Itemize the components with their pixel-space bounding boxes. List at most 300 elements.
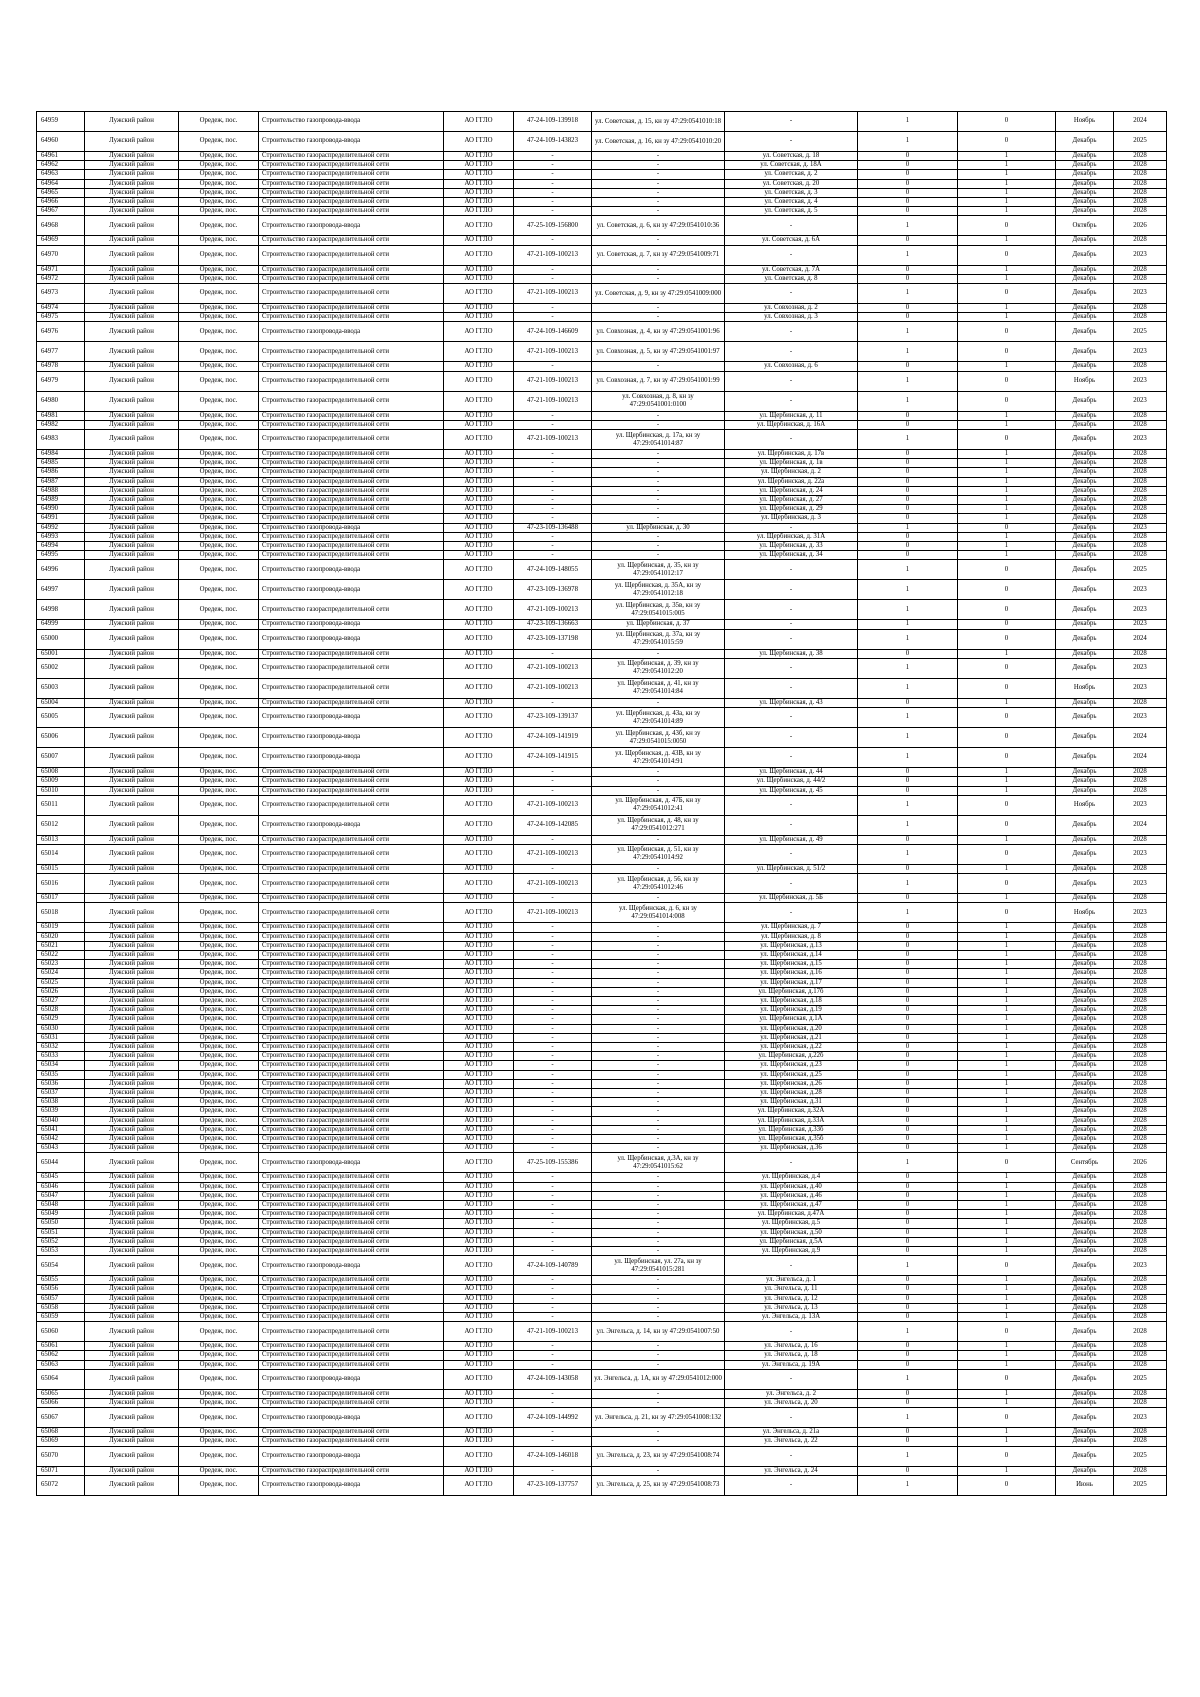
connection-count-cell: 0 — [858, 179, 958, 188]
month-cell: Декабрь — [1056, 1313, 1114, 1322]
settlement-cell: Оредеж, пос. — [179, 198, 259, 207]
year-cell: 2028 — [1114, 1042, 1167, 1051]
operator-cell: АО ГГЛО — [444, 777, 514, 786]
address-cadastral-cell: - — [592, 1182, 725, 1191]
row-number: 65068 — [37, 1428, 85, 1437]
year-cell: 2028 — [1114, 1191, 1167, 1200]
work-type-cell: Строительство газораспределительной сети — [259, 864, 444, 873]
network-count-cell: 0 — [958, 1256, 1056, 1276]
work-type-cell: Строительство газопровода-ввода — [259, 1369, 444, 1389]
row-number: 65069 — [37, 1437, 85, 1446]
permit-number-cell: - — [514, 1125, 592, 1134]
connection-count-cell: 1 — [858, 342, 958, 362]
table-row — [37, 198, 1167, 207]
network-count-cell: 1 — [958, 987, 1056, 996]
address-cadastral-cell: - — [592, 1389, 725, 1398]
network-address-cell: ул. Энгельса, д. 11 — [725, 1285, 858, 1294]
network-count-cell: 0 — [958, 815, 1056, 835]
operator-cell: АО ГГЛО — [444, 1399, 514, 1408]
connection-count-cell: 1 — [858, 795, 958, 815]
network-address-cell: ул. Энгельса, д. 18 — [725, 1351, 858, 1360]
settlement-cell: Оредеж, пос. — [179, 835, 259, 844]
row-number: 65052 — [37, 1237, 85, 1246]
year-cell: 2028 — [1114, 1144, 1167, 1153]
month-cell: Декабрь — [1056, 1369, 1114, 1389]
row-number: 65035 — [37, 1070, 85, 1079]
table-row — [37, 371, 1167, 391]
month-cell: Декабрь — [1056, 874, 1114, 894]
address-cadastral-cell: - — [592, 514, 725, 523]
permit-number-cell: 47-24-109-148055 — [514, 560, 592, 580]
operator-cell: АО ГГЛО — [444, 1033, 514, 1042]
row-number: 65059 — [37, 1313, 85, 1322]
network-address-cell: ул. Щербинская, д.31 — [725, 1098, 858, 1107]
network-count-cell: 0 — [958, 844, 1056, 864]
table-row — [37, 450, 1167, 459]
network-address-cell: ул. Щербинская, д.47А — [725, 1210, 858, 1219]
address-cadastral-cell: - — [592, 532, 725, 541]
network-address-cell: - — [725, 322, 858, 342]
table-row — [37, 1052, 1167, 1061]
row-number: 64997 — [37, 580, 85, 600]
network-count-cell: 1 — [958, 1276, 1056, 1285]
permit-number-cell: 47-23-109-136488 — [514, 523, 592, 532]
month-cell: Сентябрь — [1056, 1153, 1114, 1173]
network-address-cell: ул. Щербинская, д.23 — [725, 1061, 858, 1070]
month-cell: Декабрь — [1056, 1173, 1114, 1182]
operator-cell: АО ГГЛО — [444, 620, 514, 629]
row-number: 65005 — [37, 708, 85, 728]
address-cadastral-cell: - — [592, 698, 725, 707]
permit-number-cell: 47-23-109-136663 — [514, 620, 592, 629]
year-cell: 2028 — [1114, 950, 1167, 959]
work-type-cell: Строительство газораспределительной сети — [259, 1116, 444, 1125]
district-cell: Лужский район — [85, 698, 179, 707]
work-type-cell: Строительство газопровода-ввода — [259, 216, 444, 236]
work-type-cell: Строительство газораспределительной сети — [259, 1428, 444, 1437]
year-cell: 2028 — [1114, 1173, 1167, 1182]
row-number: 64969 — [37, 236, 85, 245]
district-cell: Лужский район — [85, 1369, 179, 1389]
network-count-cell: 1 — [958, 1389, 1056, 1398]
settlement-cell: Оредеж, пос. — [179, 1079, 259, 1088]
connection-count-cell: 0 — [858, 551, 958, 560]
operator-cell: АО ГГЛО — [444, 894, 514, 903]
district-cell: Лужский район — [85, 496, 179, 505]
table-row — [37, 996, 1167, 1005]
month-cell: Декабрь — [1056, 532, 1114, 541]
work-type-cell: Строительство газораспределительной сети — [259, 844, 444, 864]
month-cell: Декабрь — [1056, 1437, 1114, 1446]
network-count-cell: 1 — [958, 532, 1056, 541]
row-number: 65022 — [37, 950, 85, 959]
district-cell: Лужский район — [85, 1191, 179, 1200]
permit-number-cell: - — [514, 236, 592, 245]
network-count-cell: 0 — [958, 216, 1056, 236]
settlement-cell: Оредеж, пос. — [179, 1052, 259, 1061]
network-address-cell: - — [725, 1408, 858, 1428]
table-row — [37, 1285, 1167, 1294]
table-row — [37, 649, 1167, 658]
settlement-cell: Оредеж, пос. — [179, 1024, 259, 1033]
table-row — [37, 1042, 1167, 1051]
settlement-cell: Оредеж, пос. — [179, 698, 259, 707]
row-number: 65070 — [37, 1446, 85, 1466]
settlement-cell: Оредеж, пос. — [179, 132, 259, 152]
network-count-cell: 1 — [958, 1237, 1056, 1246]
row-number: 65072 — [37, 1475, 85, 1495]
network-address-cell: - — [725, 523, 858, 532]
address-cadastral-cell: - — [592, 274, 725, 283]
month-cell: Декабрь — [1056, 560, 1114, 580]
row-number: 65056 — [37, 1285, 85, 1294]
network-address-cell: ул. Щербинская, д.40 — [725, 1182, 858, 1191]
address-cadastral-cell: - — [592, 477, 725, 486]
month-cell: Декабрь — [1056, 580, 1114, 600]
work-type-cell: Строительство газораспределительной сети — [259, 969, 444, 978]
table-row — [37, 1276, 1167, 1285]
operator-cell: АО ГГЛО — [444, 450, 514, 459]
district-cell: Лужский район — [85, 864, 179, 873]
settlement-cell: Оредеж, пос. — [179, 1182, 259, 1191]
network-address-cell: - — [725, 658, 858, 678]
permit-number-cell: - — [514, 265, 592, 274]
settlement-cell: Оредеж, пос. — [179, 1006, 259, 1015]
row-number: 65010 — [37, 786, 85, 795]
address-cadastral-cell: - — [592, 777, 725, 786]
month-cell: Декабрь — [1056, 844, 1114, 864]
year-cell: 2028 — [1114, 188, 1167, 197]
permit-number-cell: - — [514, 950, 592, 959]
district-cell: Лужский район — [85, 342, 179, 362]
month-cell: Ноябрь — [1056, 371, 1114, 391]
row-number: 65013 — [37, 835, 85, 844]
settlement-cell: Оредеж, пос. — [179, 1191, 259, 1200]
month-cell: Декабрь — [1056, 1061, 1114, 1070]
district-cell: Лужский район — [85, 304, 179, 313]
month-cell: Декабрь — [1056, 551, 1114, 560]
address-cadastral-cell: ул. Щербинская, д. 17а, кн зу 47:29:0541014:87 — [592, 430, 725, 450]
operator-cell: АО ГГЛО — [444, 1210, 514, 1219]
district-cell: Лужский район — [85, 1389, 179, 1398]
connection-count-cell: 0 — [858, 450, 958, 459]
year-cell: 2028 — [1114, 1134, 1167, 1143]
operator-cell: АО ГГЛО — [444, 903, 514, 923]
address-cadastral-cell: ул. Щербинская, д. 39, кн зу 47:29:0541012:20 — [592, 658, 725, 678]
year-cell: 2028 — [1114, 960, 1167, 969]
permit-number-cell: - — [514, 1107, 592, 1116]
month-cell: Декабрь — [1056, 815, 1114, 835]
address-cadastral-cell: ул. Щербинская, д. 48, кн зу 47:29:0541012:271 — [592, 815, 725, 835]
operator-cell: АО ГГЛО — [444, 486, 514, 495]
year-cell: 2028 — [1114, 1399, 1167, 1408]
permit-number-cell: - — [514, 362, 592, 371]
month-cell: Декабрь — [1056, 198, 1114, 207]
row-number: 65064 — [37, 1369, 85, 1389]
address-cadastral-cell: - — [592, 1098, 725, 1107]
permit-number-cell: - — [514, 477, 592, 486]
operator-cell: АО ГГЛО — [444, 1144, 514, 1153]
year-cell: 2023 — [1114, 580, 1167, 600]
year-cell: 2028 — [1114, 932, 1167, 941]
work-type-cell: Строительство газораспределительной сети — [259, 450, 444, 459]
operator-cell: АО ГГЛО — [444, 1182, 514, 1191]
work-type-cell: Строительство газораспределительной сети — [259, 1182, 444, 1191]
settlement-cell: Оредеж, пос. — [179, 1389, 259, 1398]
address-cadastral-cell: - — [592, 1006, 725, 1015]
work-type-cell: Строительство газораспределительной сети — [259, 505, 444, 514]
network-count-cell: 1 — [958, 1061, 1056, 1070]
network-count-cell: 1 — [958, 1116, 1056, 1125]
settlement-cell: Оредеж, пос. — [179, 1475, 259, 1495]
permit-number-cell: 47-21-109-100213 — [514, 844, 592, 864]
operator-cell: АО ГГЛО — [444, 505, 514, 514]
work-type-cell: Строительство газораспределительной сети — [259, 371, 444, 391]
year-cell: 2028 — [1114, 207, 1167, 216]
table-row — [37, 1134, 1167, 1143]
network-count-cell: 1 — [958, 362, 1056, 371]
network-address-cell: ул. Советская, д. 18А — [725, 161, 858, 170]
network-address-cell: - — [725, 112, 858, 132]
permit-number-cell: 47-25-109-156800 — [514, 216, 592, 236]
network-count-cell: 1 — [958, 1294, 1056, 1303]
month-cell: Декабрь — [1056, 923, 1114, 932]
gasification-plan-document — [36, 111, 1166, 1496]
year-cell: 2028 — [1114, 1088, 1167, 1097]
connection-count-cell: 0 — [858, 1428, 958, 1437]
year-cell: 2028 — [1114, 152, 1167, 161]
district-cell: Лужский район — [85, 1247, 179, 1256]
district-cell: Лужский район — [85, 1042, 179, 1051]
network-address-cell: ул. Щербинская, д.33А — [725, 1116, 858, 1125]
network-address-cell: ул. Щербинская, д. 16А — [725, 420, 858, 429]
row-number: 65032 — [37, 1042, 85, 1051]
network-address-cell: ул. Щербинская, д.5А — [725, 1237, 858, 1246]
work-type-cell: Строительство газораспределительной сети — [259, 1015, 444, 1024]
network-count-cell: 1 — [958, 1360, 1056, 1369]
network-address-cell: ул. Советская, д. 18 — [725, 152, 858, 161]
connection-count-cell: 1 — [858, 430, 958, 450]
work-type-cell: Строительство газораспределительной сети — [259, 1107, 444, 1116]
network-address-cell: - — [725, 1475, 858, 1495]
connection-count-cell: 0 — [858, 1237, 958, 1246]
month-cell: Декабрь — [1056, 468, 1114, 477]
settlement-cell: Оредеж, пос. — [179, 987, 259, 996]
district-cell: Лужский район — [85, 1153, 179, 1173]
settlement-cell: Оредеж, пос. — [179, 514, 259, 523]
address-cadastral-cell: - — [592, 1134, 725, 1143]
permit-number-cell: - — [514, 207, 592, 216]
permit-number-cell: 47-24-109-146609 — [514, 322, 592, 342]
permit-number-cell: - — [514, 1313, 592, 1322]
month-cell: Декабрь — [1056, 420, 1114, 429]
year-cell: 2028 — [1114, 786, 1167, 795]
settlement-cell: Оредеж, пос. — [179, 1070, 259, 1079]
address-cadastral-cell: ул. Совхозная, д. 4, кн зу 47:29:0541001:96 — [592, 322, 725, 342]
district-cell: Лужский район — [85, 430, 179, 450]
connection-count-cell: 0 — [858, 1173, 958, 1182]
connection-count-cell: 0 — [858, 1210, 958, 1219]
network-count-cell: 1 — [958, 1052, 1056, 1061]
work-type-cell: Строительство газораспределительной сети — [259, 1098, 444, 1107]
month-cell: Декабрь — [1056, 1294, 1114, 1303]
connection-count-cell: 1 — [858, 708, 958, 728]
settlement-cell: Оредеж, пос. — [179, 179, 259, 188]
connection-count-cell: 0 — [858, 1360, 958, 1369]
network-address-cell: - — [725, 342, 858, 362]
settlement-cell: Оредеж, пос. — [179, 923, 259, 932]
network-count-cell: 1 — [958, 274, 1056, 283]
table-row — [37, 245, 1167, 265]
address-cadastral-cell: - — [592, 1116, 725, 1125]
district-cell: Лужский район — [85, 505, 179, 514]
network-count-cell: 1 — [958, 864, 1056, 873]
table-row — [37, 560, 1167, 580]
month-cell: Декабрь — [1056, 304, 1114, 313]
operator-cell: АО ГГЛО — [444, 1446, 514, 1466]
month-cell: Декабрь — [1056, 1134, 1114, 1143]
row-number: 65002 — [37, 658, 85, 678]
network-count-cell: 1 — [958, 941, 1056, 950]
year-cell: 2028 — [1114, 1015, 1167, 1024]
connection-count-cell: 0 — [858, 188, 958, 197]
connection-count-cell: 0 — [858, 835, 958, 844]
district-cell: Лужский район — [85, 152, 179, 161]
month-cell: Декабрь — [1056, 1399, 1114, 1408]
permit-number-cell: - — [514, 551, 592, 560]
row-number: 64965 — [37, 188, 85, 197]
year-cell: 2028 — [1114, 1070, 1167, 1079]
connection-count-cell: 0 — [858, 514, 958, 523]
permit-number-cell: 47-24-109-144992 — [514, 1408, 592, 1428]
operator-cell: АО ГГЛО — [444, 864, 514, 873]
district-cell: Лужский район — [85, 932, 179, 941]
table-row — [37, 411, 1167, 420]
operator-cell: АО ГГЛО — [444, 1437, 514, 1446]
network-address-cell: ул. Щербинская, д.22б — [725, 1052, 858, 1061]
month-cell: Декабрь — [1056, 1276, 1114, 1285]
settlement-cell: Оредеж, пос. — [179, 1144, 259, 1153]
table-row — [37, 658, 1167, 678]
year-cell: 2023 — [1114, 391, 1167, 411]
operator-cell: АО ГГЛО — [444, 969, 514, 978]
table-row — [37, 748, 1167, 768]
operator-cell: АО ГГЛО — [444, 1351, 514, 1360]
connection-count-cell: 0 — [858, 496, 958, 505]
address-cadastral-cell: ул. Щербинская, д. 41, кн зу 47:29:0541014:84 — [592, 678, 725, 698]
row-number: 65049 — [37, 1210, 85, 1219]
address-cadastral-cell: - — [592, 496, 725, 505]
network-address-cell: - — [725, 1256, 858, 1276]
work-type-cell: Строительство газораспределительной сети — [259, 1219, 444, 1228]
address-cadastral-cell: ул. Энгельса, д. 25, кн зу 47:29:0541008:73 — [592, 1475, 725, 1495]
operator-cell: АО ГГЛО — [444, 923, 514, 932]
network-count-cell: 0 — [958, 112, 1056, 132]
table-row — [37, 505, 1167, 514]
row-number: 64985 — [37, 459, 85, 468]
year-cell: 2024 — [1114, 748, 1167, 768]
permit-number-cell: - — [514, 941, 592, 950]
address-cadastral-cell: - — [592, 450, 725, 459]
row-number: 65029 — [37, 1015, 85, 1024]
network-address-cell: ул. Щербинская, д.15 — [725, 960, 858, 969]
year-cell: 2028 — [1114, 1116, 1167, 1125]
table-row — [37, 496, 1167, 505]
settlement-cell: Оредеж, пос. — [179, 362, 259, 371]
year-cell: 2028 — [1114, 1006, 1167, 1015]
operator-cell: АО ГГЛО — [444, 1342, 514, 1351]
month-cell: Декабрь — [1056, 1191, 1114, 1200]
connection-count-cell: 0 — [858, 649, 958, 658]
connection-count-cell: 1 — [858, 600, 958, 620]
network-address-cell: ул. Щербинская, д.50 — [725, 1228, 858, 1237]
settlement-cell: Оредеж, пос. — [179, 170, 259, 179]
permit-number-cell: - — [514, 1228, 592, 1237]
address-cadastral-cell: - — [592, 1070, 725, 1079]
permit-number-cell: - — [514, 996, 592, 1005]
address-cadastral-cell: - — [592, 179, 725, 188]
row-number: 65057 — [37, 1294, 85, 1303]
settlement-cell: Оредеж, пос. — [179, 505, 259, 514]
row-number: 65055 — [37, 1276, 85, 1285]
table-row — [37, 960, 1167, 969]
address-cadastral-cell: - — [592, 1173, 725, 1182]
operator-cell: АО ГГЛО — [444, 844, 514, 864]
address-cadastral-cell: - — [592, 1276, 725, 1285]
year-cell: 2023 — [1114, 844, 1167, 864]
network-count-cell: 1 — [958, 1351, 1056, 1360]
month-cell: Декабрь — [1056, 698, 1114, 707]
row-number: 65051 — [37, 1228, 85, 1237]
year-cell: 2028 — [1114, 1360, 1167, 1369]
row-number: 64996 — [37, 560, 85, 580]
permit-number-cell: 47-23-109-137198 — [514, 629, 592, 649]
connection-count-cell: 0 — [858, 1098, 958, 1107]
district-cell: Лужский район — [85, 815, 179, 835]
permit-number-cell: 47-21-109-100213 — [514, 342, 592, 362]
year-cell: 2028 — [1114, 1294, 1167, 1303]
network-count-cell: 1 — [958, 1024, 1056, 1033]
year-cell: 2023 — [1114, 245, 1167, 265]
network-count-cell: 1 — [958, 698, 1056, 707]
connection-count-cell: 0 — [858, 941, 958, 950]
connection-count-cell: 0 — [858, 152, 958, 161]
permit-number-cell: - — [514, 420, 592, 429]
table-row — [37, 835, 1167, 844]
table-row — [37, 864, 1167, 873]
address-cadastral-cell: - — [592, 1088, 725, 1097]
table-row — [37, 1256, 1167, 1276]
operator-cell: АО ГГЛО — [444, 1006, 514, 1015]
year-cell: 2028 — [1114, 1313, 1167, 1322]
permit-number-cell: 47-24-109-146018 — [514, 1446, 592, 1466]
network-address-cell: ул. Щербинская, д.47 — [725, 1201, 858, 1210]
district-cell: Лужский район — [85, 835, 179, 844]
work-type-cell: Строительство газораспределительной сети — [259, 245, 444, 265]
network-address-cell: - — [725, 1322, 858, 1342]
work-type-cell: Строительство газораспределительной сети — [259, 996, 444, 1005]
month-cell: Декабрь — [1056, 477, 1114, 486]
settlement-cell: Оредеж, пос. — [179, 207, 259, 216]
connection-count-cell: 0 — [858, 1399, 958, 1408]
work-type-cell: Строительство газораспределительной сети — [259, 987, 444, 996]
year-cell: 2023 — [1114, 1408, 1167, 1428]
row-number: 64963 — [37, 170, 85, 179]
row-number: 65003 — [37, 678, 85, 698]
permit-number-cell: - — [514, 152, 592, 161]
address-cadastral-cell: - — [592, 835, 725, 844]
settlement-cell: Оредеж, пос. — [179, 903, 259, 923]
